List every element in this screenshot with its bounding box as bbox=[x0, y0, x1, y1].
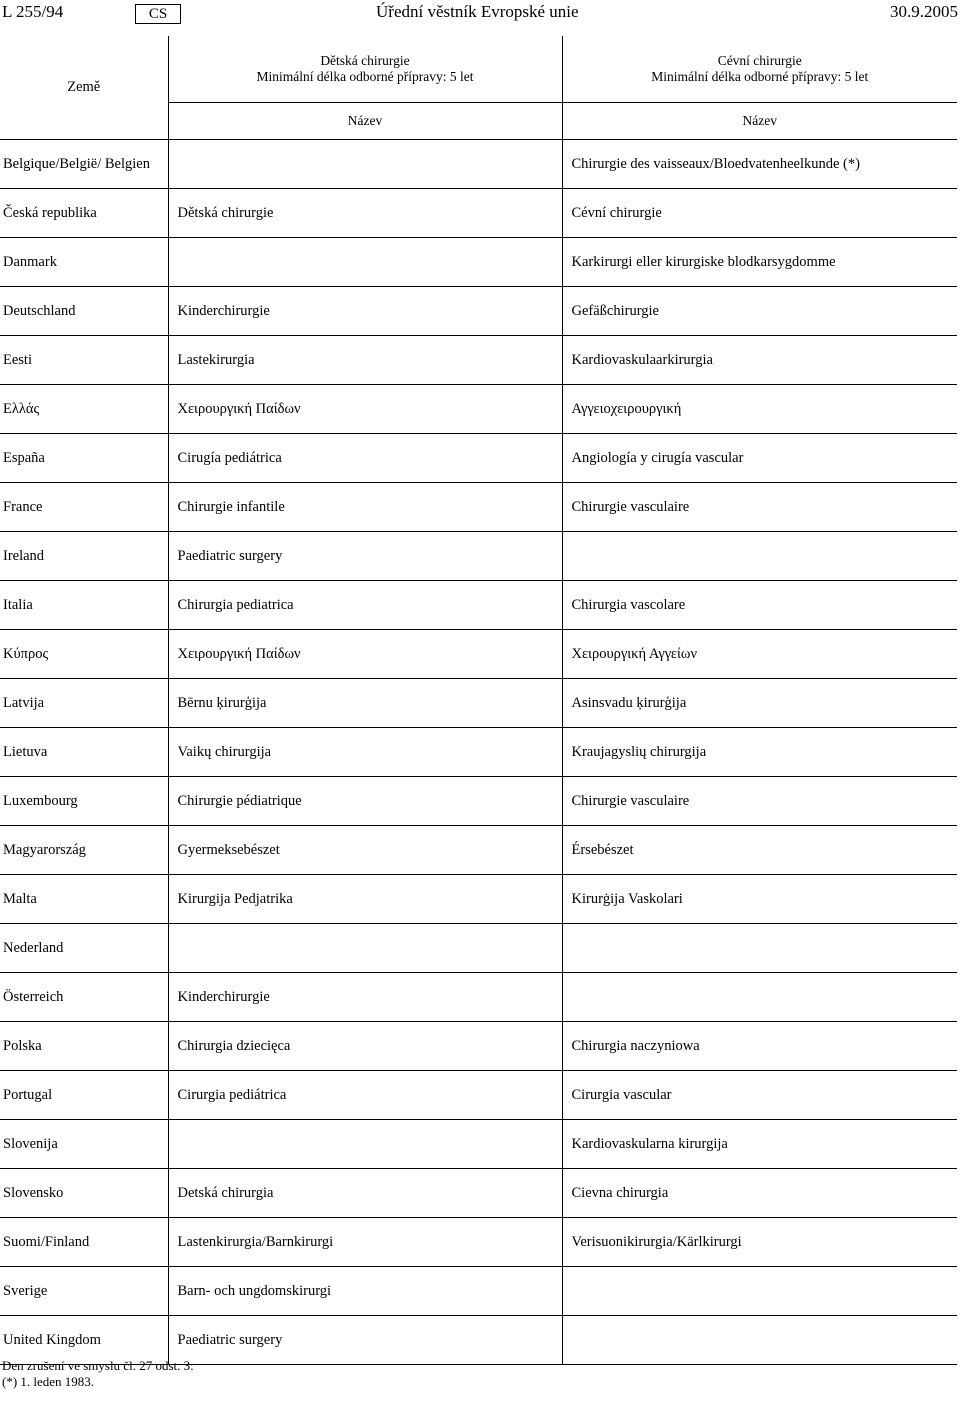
country-cell: Suomi/Finland bbox=[0, 1218, 168, 1267]
table-row bbox=[0, 1169, 957, 1218]
table-row bbox=[0, 1120, 957, 1169]
vascular-cell bbox=[562, 973, 957, 1022]
vascular-cell: Chirurgia naczyniowa bbox=[562, 1022, 957, 1071]
country-cell: Slovenija bbox=[0, 1120, 168, 1169]
table-row bbox=[0, 728, 957, 777]
pediatric-cell: Vaikų chirurgija bbox=[168, 728, 562, 777]
journal-title: Úřední věstník Evropské unie bbox=[376, 2, 579, 21]
country-cell: Malta bbox=[0, 875, 168, 924]
vascular-min-training: Minimální délka odborné přípravy: 5 let bbox=[651, 69, 869, 84]
pediatric-cell: Chirurgie pédiatrique bbox=[168, 777, 562, 826]
vascular-cell: Verisuonikirurgia/Kärlkirurgi bbox=[562, 1218, 957, 1267]
journal-reference: L 255/94 bbox=[2, 2, 64, 21]
vascular-cell: Cirurgia vascular bbox=[562, 1071, 957, 1120]
pediatric-cell: Cirugía pediátrica bbox=[168, 434, 562, 483]
pediatric-cell: Cirurgia pediátrica bbox=[168, 1071, 562, 1120]
pediatric-cell bbox=[168, 924, 562, 973]
pediatric-cell: Chirurgia dziecięca bbox=[168, 1022, 562, 1071]
pediatric-cell: Kirurgija Pedjatrika bbox=[168, 875, 562, 924]
vascular-title: Cévní chirurgie bbox=[717, 53, 802, 68]
pediatric-cell: Χειρουργική Παίδων bbox=[168, 385, 562, 434]
country-cell: Belgique/België/ Belgien bbox=[0, 140, 168, 189]
country-cell: España bbox=[0, 434, 168, 483]
table-row bbox=[0, 385, 957, 434]
specialty-table bbox=[0, 36, 957, 1365]
country-cell: Slovensko bbox=[0, 1169, 168, 1218]
pediatric-cell: Dětská chirurgie bbox=[168, 189, 562, 238]
footnote-line-1: Den zrušení ve smyslu čl. 27 odst. 3: bbox=[2, 1358, 194, 1373]
vascular-cell: Kirurġija Vaskolari bbox=[562, 875, 957, 924]
table-row bbox=[0, 875, 957, 924]
table-row bbox=[0, 1267, 957, 1316]
vascular-cell: Asinsvadu ķirurģija bbox=[562, 679, 957, 728]
page-header bbox=[0, 2, 960, 26]
vascular-cell: Chirurgie des vaisseaux/Bloedvatenheelkunde (*) bbox=[562, 140, 957, 189]
footnote bbox=[2, 1358, 194, 1390]
country-cell: Polska bbox=[0, 1022, 168, 1071]
column-header-country: Země bbox=[0, 36, 168, 140]
vascular-cell bbox=[562, 1267, 957, 1316]
country-cell: Magyarország bbox=[0, 826, 168, 875]
vascular-cell bbox=[562, 924, 957, 973]
country-cell: Portugal bbox=[0, 1071, 168, 1120]
vascular-cell: Angiología y cirugía vascular bbox=[562, 434, 957, 483]
table-row bbox=[0, 1071, 957, 1120]
table-row bbox=[0, 336, 957, 385]
country-cell: Luxembourg bbox=[0, 777, 168, 826]
table-row bbox=[0, 777, 957, 826]
vascular-cell: Kraujagyslių chirurgija bbox=[562, 728, 957, 777]
country-cell: Latvija bbox=[0, 679, 168, 728]
country-cell: Lietuva bbox=[0, 728, 168, 777]
pediatric-cell: Gyermeksebészet bbox=[168, 826, 562, 875]
country-cell: Danmark bbox=[0, 238, 168, 287]
pediatric-cell bbox=[168, 1120, 562, 1169]
pediatric-cell: Lastekirurgia bbox=[168, 336, 562, 385]
vascular-cell bbox=[562, 532, 957, 581]
pediatric-cell bbox=[168, 238, 562, 287]
vascular-cell: Cievna chirurgia bbox=[562, 1169, 957, 1218]
pediatric-name-label: Název bbox=[168, 103, 562, 140]
country-cell: Česká republika bbox=[0, 189, 168, 238]
table-row bbox=[0, 238, 957, 287]
table-row bbox=[0, 581, 957, 630]
vascular-cell bbox=[562, 1316, 957, 1365]
vascular-cell: Chirurgie vasculaire bbox=[562, 777, 957, 826]
table-row bbox=[0, 679, 957, 728]
table-row bbox=[0, 1022, 957, 1071]
pediatric-cell: Chirurgia pediatrica bbox=[168, 581, 562, 630]
country-cell: France bbox=[0, 483, 168, 532]
country-cell: Sverige bbox=[0, 1267, 168, 1316]
pediatric-cell: Lastenkirurgia/Barnkirurgi bbox=[168, 1218, 562, 1267]
pediatric-cell: Kinderchirurgie bbox=[168, 287, 562, 336]
footnote-line-2: (*) 1. leden 1983. bbox=[2, 1374, 95, 1389]
table-row bbox=[0, 189, 957, 238]
vascular-cell: Érsebészet bbox=[562, 826, 957, 875]
country-cell: Nederland bbox=[0, 924, 168, 973]
country-cell: Κύπρος bbox=[0, 630, 168, 679]
table-row bbox=[0, 434, 957, 483]
vascular-cell: Χειρουργική Αγγείων bbox=[562, 630, 957, 679]
column-header-pediatric bbox=[168, 36, 562, 103]
country-cell: Deutschland bbox=[0, 287, 168, 336]
column-header-vascular bbox=[562, 36, 957, 103]
table-row bbox=[0, 287, 957, 336]
pediatric-cell: Paediatric surgery bbox=[168, 532, 562, 581]
vascular-cell: Cévní chirurgie bbox=[562, 189, 957, 238]
country-cell: Österreich bbox=[0, 973, 168, 1022]
vascular-cell: Chirurgia vascolare bbox=[562, 581, 957, 630]
table-row bbox=[0, 140, 957, 189]
pediatric-cell: Χειρουργική Παίδων bbox=[168, 630, 562, 679]
pediatric-cell: Paediatric surgery bbox=[168, 1316, 562, 1365]
vascular-cell: Kardiovaskulaarkirurgia bbox=[562, 336, 957, 385]
table-row bbox=[0, 924, 957, 973]
pediatric-cell bbox=[168, 140, 562, 189]
language-code-box: CS bbox=[135, 4, 181, 24]
vascular-cell: Kardiovaskularna kirurgija bbox=[562, 1120, 957, 1169]
vascular-cell: Αγγειοχειρουργική bbox=[562, 385, 957, 434]
table-row bbox=[0, 973, 957, 1022]
table-row bbox=[0, 532, 957, 581]
country-cell: Ireland bbox=[0, 532, 168, 581]
country-cell: Ελλάς bbox=[0, 385, 168, 434]
table-row bbox=[0, 1218, 957, 1267]
table-row bbox=[0, 483, 957, 532]
pediatric-cell: Chirurgie infantile bbox=[168, 483, 562, 532]
publication-date: 30.9.2005 bbox=[890, 2, 958, 21]
vascular-cell: Karkirurgi eller kirurgiske blodkarsygdomme bbox=[562, 238, 957, 287]
vascular-name-label: Název bbox=[562, 103, 957, 140]
country-cell: Eesti bbox=[0, 336, 168, 385]
table-row bbox=[0, 630, 957, 679]
pediatric-min-training: Minimální délka odborné přípravy: 5 let bbox=[256, 69, 474, 84]
vascular-cell: Chirurgie vasculaire bbox=[562, 483, 957, 532]
pediatric-cell: Detská chirurgia bbox=[168, 1169, 562, 1218]
pediatric-cell: Barn- och ungdomskirurgi bbox=[168, 1267, 562, 1316]
country-cell: United Kingdom bbox=[0, 1316, 168, 1365]
vascular-cell: Gefäßchirurgie bbox=[562, 287, 957, 336]
table-row bbox=[0, 826, 957, 875]
country-cell: Italia bbox=[0, 581, 168, 630]
pediatric-title: Dětská chirurgie bbox=[320, 53, 410, 68]
pediatric-cell: Kinderchirurgie bbox=[168, 973, 562, 1022]
pediatric-cell: Bērnu ķirurģija bbox=[168, 679, 562, 728]
